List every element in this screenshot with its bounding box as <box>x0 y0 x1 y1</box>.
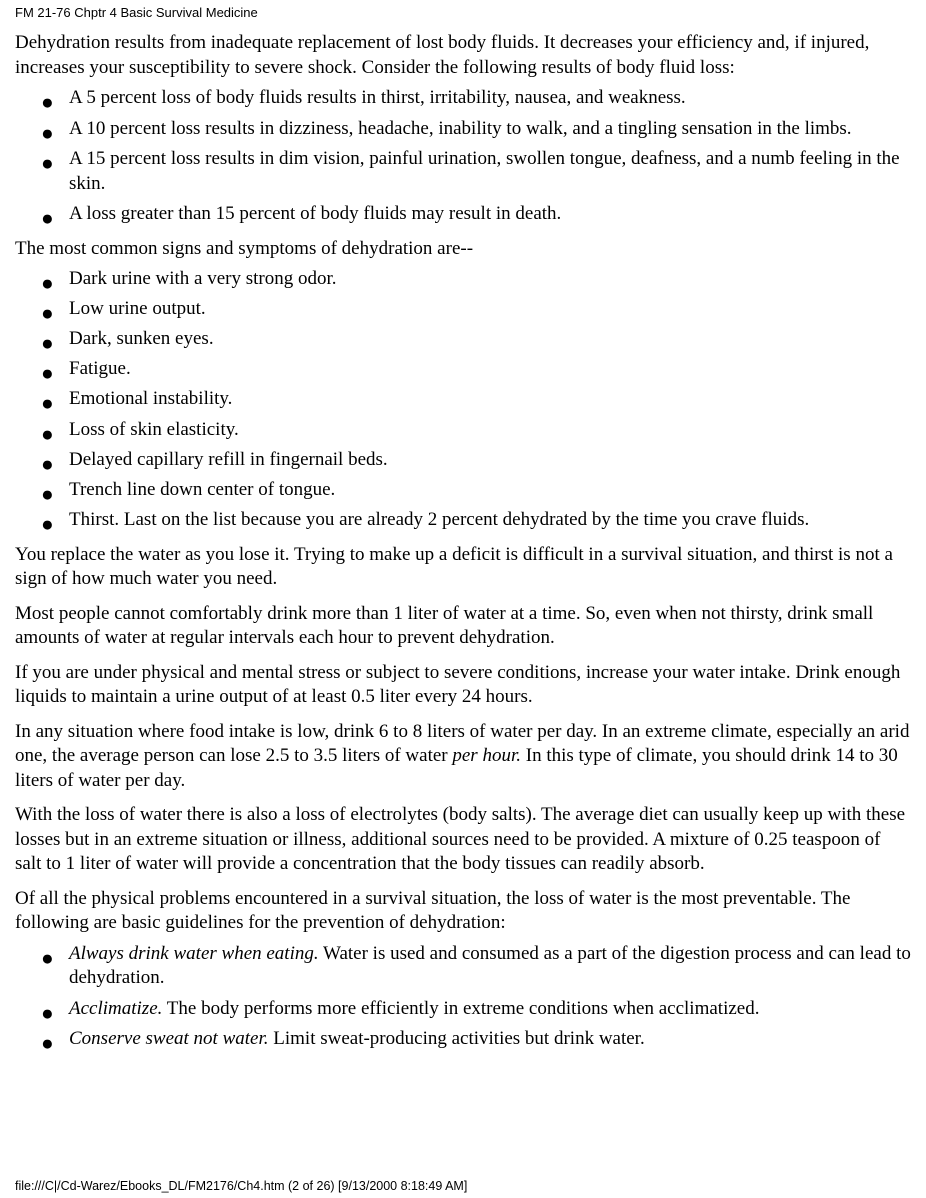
bullet-icon <box>41 391 54 416</box>
emphasis-text: per hour. <box>452 745 521 767</box>
guideline-title: Conserve sweat not water. <box>69 1028 269 1050</box>
bullet-icon <box>41 331 54 356</box>
bullet-icon <box>41 946 54 971</box>
guideline-title: Always drink water when eating. <box>69 942 319 964</box>
list-item: ● Conserve sweat not water. Limit sweat-producing activities but drink water. <box>15 1027 911 1052</box>
page-header: FM 21-76 Chptr 4 Basic Survival Medicine <box>15 5 258 20</box>
bullet-icon <box>41 512 54 537</box>
list-item: ● A 10 percent loss results in dizziness, headache, inability to walk, and a tingling sensation in the limbs. <box>15 117 911 142</box>
list-item: ● Delayed capillary refill in fingernail beds. <box>15 448 911 473</box>
list-item: ● A loss greater than 15 percent of body fluids may result in death. <box>15 202 911 227</box>
bullet-icon <box>41 422 54 447</box>
symptoms-list <box>15 267 911 533</box>
replace-paragraph: You replace the water as you lose it. Trying to make up a deficit is difficult in a survival situation, and thirst is not a sign of how much water you need. <box>15 543 893 590</box>
drink-paragraph: Most people cannot comfortably drink more than 1 liter of water at a time. So, even when not thirsty, drink small amounts of water at regular intervals each hour to prevent dehydration. <box>15 602 874 649</box>
guideline-title: Acclimatize. <box>69 997 163 1019</box>
bullet-icon <box>41 90 54 115</box>
list-item: ● Trench line down center of tongue. <box>15 478 911 503</box>
intro-paragraph: Dehydration results from inadequate replacement of lost body fluids. It decreases your efficiency and, if injured, increases your susceptibility to severe shock. Consider the following results of body fluid loss: <box>15 32 870 78</box>
guidelines-list <box>15 942 911 1052</box>
prevention-paragraph: Of all the physical problems encountered in a survival situation, the loss of water is the most preventable. The following are basic guidelines for the prevention of dehydration: <box>15 887 851 934</box>
symptoms-intro: The most common signs and symptoms of dehydration are-- <box>15 237 474 259</box>
document-body <box>15 31 911 1052</box>
bullet-icon <box>41 1031 54 1056</box>
fluid-loss-list <box>15 86 911 227</box>
bullet-icon <box>41 271 54 296</box>
bullet-icon <box>41 361 54 386</box>
bullet-icon <box>41 1001 54 1026</box>
bullet-icon <box>41 206 54 231</box>
list-item: ● A 5 percent loss of body fluids results in thirst, irritability, nausea, and weakness. <box>15 86 911 111</box>
list-item: ● Loss of skin elasticity. <box>15 418 911 443</box>
list-item: ● Thirst. Last on the list because you are already 2 percent dehydrated by the time you crave fluids. <box>15 508 911 533</box>
list-item: ● A 15 percent loss results in dim vision, painful urination, swollen tongue, deafness, and a numb feeling in the skin. <box>15 147 911 196</box>
list-item: ● Acclimatize. The body performs more efficiently in extreme conditions when acclimatized. <box>15 997 911 1022</box>
bullet-icon <box>41 121 54 146</box>
list-item: ● Fatigue. <box>15 357 911 382</box>
list-item: ● Dark urine with a very strong odor. <box>15 267 911 292</box>
stress-paragraph: If you are under physical and mental stress or subject to severe conditions, increase your water intake. Drink enough liquids to maintain a urine output of at least 0.5 liter every 24 hours. <box>15 661 901 708</box>
list-item: ● Always drink water when eating. Water is used and consumed as a part of the digestion process and can lead to dehydration. <box>15 942 911 991</box>
list-item: ● Emotional instability. <box>15 387 911 412</box>
list-item: ● Dark, sunken eyes. <box>15 327 911 352</box>
bullet-icon <box>41 452 54 477</box>
food-intake-paragraph: In any situation where food intake is low, drink 6 to 8 liters of water per day. In an extreme climate, especially an arid one, the average person can lose 2.5 to 3.5 liters of water per hour. In this type of climate, you should drink 14 to 30 liters of water per day. <box>15 720 910 791</box>
list-item: ● Low urine output. <box>15 297 911 322</box>
bullet-icon <box>41 482 54 507</box>
bullet-icon <box>41 301 54 326</box>
electrolytes-paragraph: With the loss of water there is also a loss of electrolytes (body salts). The average diet can usually keep up with these losses but in an extreme situation or illness, additional sources need to be provided. A mixture of 0.25 teaspoon of salt to 1 liter of water will provide a concentration that the body tissues can readily absorb. <box>15 804 906 875</box>
page-footer: file:///C|/Cd-Warez/Ebooks_DL/FM2176/Ch4.htm (2 of 26) [9/13/2000 8:18:49 AM] <box>15 1179 468 1193</box>
bullet-icon <box>41 151 54 176</box>
